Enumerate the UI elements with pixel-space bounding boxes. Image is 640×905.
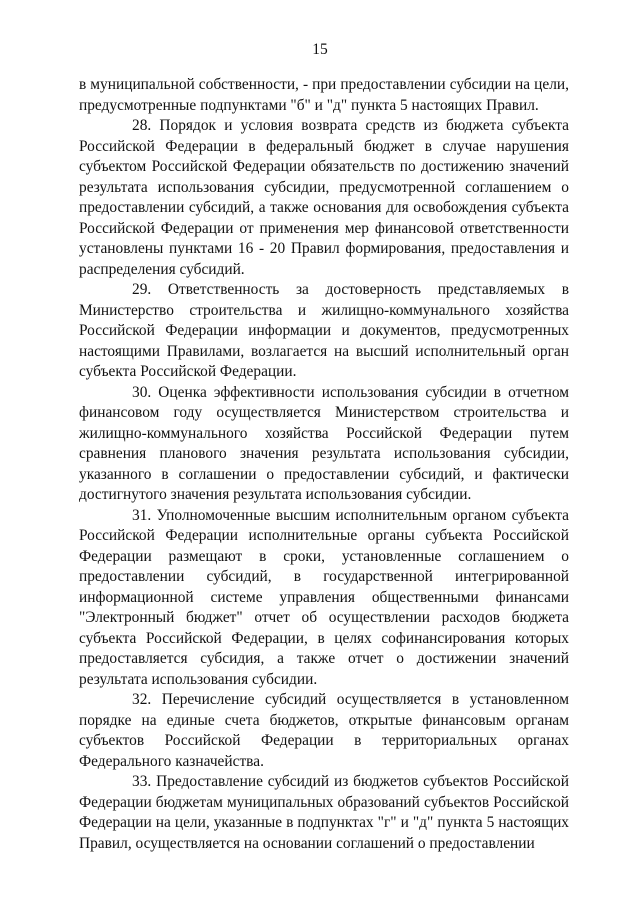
document-body xyxy=(79,75,569,854)
paragraph-33: 33. Предоставление субсидий из бюджетов субъектов Российской Федерации бюджетам муниципальных образований субъектов Российской Федерации на цели, указанные в подпунктах "г" и "д" пункта 5 настоящих Правил, осуществляется на основании соглашений о предоставлении xyxy=(79,773,569,852)
paragraph-30: 30. Оценка эффективности использования субсидии в отчетном финансовом году осуществляется Министерством строительства и жилищно-коммунального хозяйства Российской Федерации путем сравнения планового значения результата использования субсидии, указанного в соглашении о предоставлении субсидий, и фактически достигнутого значения результата использования субсидии. xyxy=(79,383,569,503)
paragraph-32: 32. Перечисление субсидий осуществляется в установленном порядке на единые счета бюджетов, открытые финансовым органам субъектов Российской Федерации в территориальных органах Федерального казначейства. xyxy=(79,691,569,770)
paragraph-31: 31. Уполномоченные высшим исполнительным органом субъекта Российской Федерации исполнительные органы субъекта Российской Федерации размещают в сроки, установленные соглашением о предоставлении субсидий, в государственной интегрированной информационной системе управления общественными финансами "Электронный бюджет" отчет об осуществлении расходов бюджета субъекта Российской Федерации, в целях софинансирования которых предоставляется субсидия, а также отчет о достижении значений результата использования субсидии. xyxy=(79,506,569,688)
page-number: 15 xyxy=(312,41,328,58)
paragraph-29: 29. Ответственность за достоверность представляемых в Министерство строительства и жилищно-коммунального хозяйства Российской Федерации информации и документов, предусмотренных настоящими Правилами, возлагается на высший исполнительный орган субъекта Российской Федерации. xyxy=(79,281,569,380)
paragraph-28: 28. Порядок и условия возврата средств из бюджета субъекта Российской Федерации в федеральный бюджет в случае нарушения субъектом Российской Федерации обязательств по достижению значений результата использования субсидии, предусмотренной соглашением о предоставлении субсидий, а также основания для освобождения субъекта Российской Федерации от применения мер финансовой ответственности установлены пунктами 16 - 20 Правил формирования, предоставления и распределения субсидий. xyxy=(79,117,569,278)
paragraph-continuation: в муниципальной собственности, - при предоставлении субсидии на цели, предусмотренные подпунктами "б" и "д" пункта 5 настоящих Правил. xyxy=(79,76,569,114)
